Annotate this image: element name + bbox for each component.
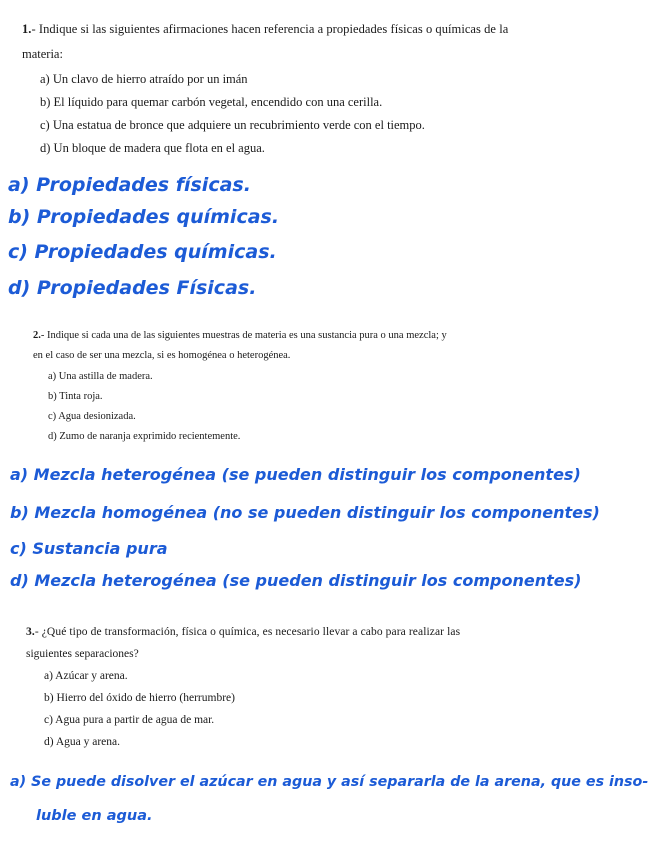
q2-answer-a: a) Mezcla heterogénea (se pueden distinguir los componentes) (10, 465, 581, 484)
q2-answer-d: d) Mezcla heterogénea (se pueden distinguir los componentes) (10, 571, 582, 590)
q1-answer-d: d) Propiedades Físicas. (8, 277, 257, 299)
q1-item-d: d) Un bloque de madera que flota en el agua. (40, 141, 265, 155)
q1-item-b: b) El líquido para quemar carbón vegetal, encendido con una cerilla. (40, 95, 383, 109)
q2-item-a: a) Una astilla de madera. (48, 371, 153, 382)
q3-line2: siguientes separaciones? (26, 648, 139, 660)
q1-answer-b: b) Propiedades químicas. (8, 206, 280, 228)
q2-answer-c: c) Sustancia pura (10, 539, 168, 558)
q3-number: 3. (26, 626, 35, 638)
q3-answer-line1: a) Se puede disolver el azúcar en agua y así separarla de la arena, que es inso- (10, 774, 649, 790)
q1-line2: materia: (22, 47, 63, 61)
q1-item-a: a) Un clavo de hierro atraído por un imán (40, 72, 248, 86)
q2-item-d: d) Zumo de naranja exprimido recientemente. (48, 431, 241, 442)
q2-number: 2. (33, 330, 41, 341)
q1-item-c: c) Una estatua de bronce que adquiere un recubrimiento verde con el tiempo. (40, 118, 425, 132)
q1-number: 1. (22, 22, 32, 36)
q1-answer-c: c) Propiedades químicas. (8, 241, 277, 263)
q2-line2: en el caso de ser una mezcla, si es homogénea o heterogénea. (33, 350, 291, 361)
q1-line1: 1.- Indique si las siguientes afirmaciones hacen referencia a propiedades físicas o químicas de la (22, 22, 509, 36)
q2-answer-b: b) Mezcla homogénea (no se pueden distinguir los componentes) (10, 503, 600, 522)
q2-item-c: c) Agua desionizada. (48, 411, 136, 422)
q2-item-b: b) Tinta roja. (48, 391, 103, 402)
q3-item-c: c) Agua pura a partir de agua de mar. (44, 714, 215, 726)
q3-item-d: d) Agua y arena. (44, 736, 120, 748)
q3-line1: 3.- ¿Qué tipo de transformación, física o química, es necesario llevar a cabo para realizar las (26, 626, 461, 638)
q3-item-a: a) Azúcar y arena. (44, 670, 128, 682)
q3-item-b: b) Hierro del óxido de hierro (herrumbre) (44, 692, 235, 704)
q3-answer-line2: luble en agua. (36, 808, 153, 824)
q2-line1: 2.- Indique si cada una de las siguientes muestras de materia es una sustancia pura o una mezcla; y (33, 330, 447, 341)
q1-answer-a: a) Propiedades físicas. (8, 174, 251, 196)
